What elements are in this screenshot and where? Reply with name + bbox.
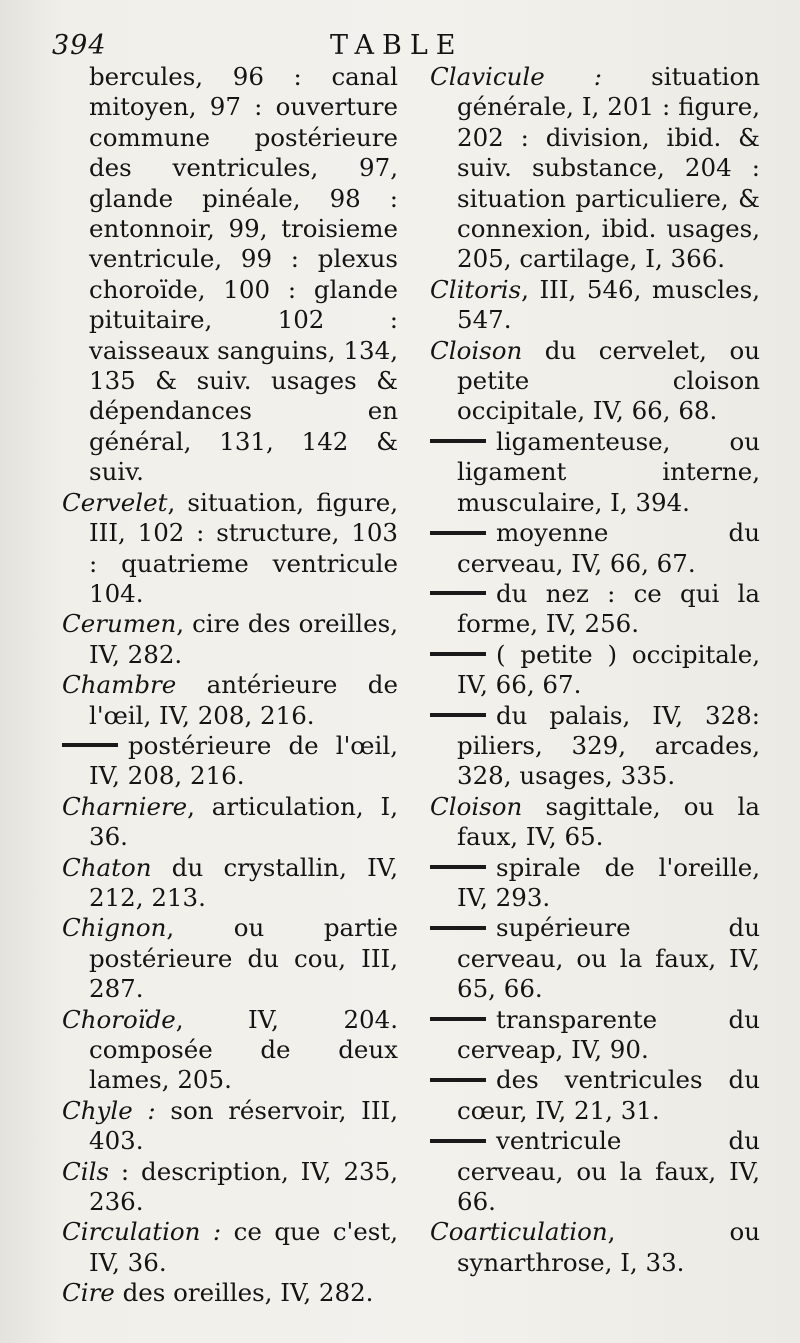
- index-entry: [62, 62, 398, 488]
- index-entry: [430, 275, 760, 336]
- index-references: situation générale, I, 201 : figure, 202 : division, ibid. & suiv. substance, 204 : situation particuliere, & connexion, ibid. usages, 205, cartilage, I, 366.: [457, 62, 761, 274]
- ditto-dash: [430, 865, 486, 869]
- index-entry: [430, 701, 760, 792]
- index-references: sagittale, ou la faux, IV, 65.: [457, 791, 760, 852]
- index-entry: [62, 670, 398, 731]
- index-references: son réservoir, III, 403.: [89, 1095, 398, 1156]
- index-headword: Chyle :: [62, 1095, 156, 1125]
- index-entry: [430, 62, 760, 275]
- index-entry: [62, 853, 398, 914]
- index-entry: [62, 1278, 398, 1308]
- index-references: spirale de l'oreille, IV, 293.: [457, 852, 760, 912]
- index-references: du nez : ce qui la forme, IV, 256.: [457, 578, 760, 639]
- index-entry: [430, 1217, 760, 1278]
- index-references: des ventricules du cœur, IV, 21, 31.: [457, 1065, 760, 1125]
- index-entry: [62, 1217, 398, 1278]
- index-entry: [430, 640, 760, 701]
- index-references: , situation, figure, III, 102 : structure, 103 : quatrieme ventricule 104.: [89, 487, 398, 608]
- ditto-dash: [62, 743, 118, 747]
- index-references: : description, IV, 235, 236.: [89, 1156, 398, 1217]
- index-headword: Cervelet: [62, 487, 168, 517]
- index-entry: [430, 1005, 760, 1066]
- index-headword: Chambre: [62, 670, 177, 700]
- index-headword: Cloison: [430, 335, 523, 365]
- index-entry: [62, 1096, 398, 1157]
- index-entry: [430, 913, 760, 1004]
- index-references: ligamenteuse, ou ligament interne, musculaire, I, 394.: [457, 426, 760, 517]
- index-references: transparente du cerveap, IV, 90.: [457, 1004, 760, 1064]
- index-references: , cire des oreilles, IV, 282.: [89, 609, 398, 669]
- index-entry: [430, 518, 760, 579]
- index-entry: [62, 913, 398, 1004]
- index-entry: [62, 1005, 398, 1096]
- index-references: du crystallin, IV, 212, 213.: [89, 852, 398, 912]
- index-entry: [62, 1157, 398, 1218]
- ditto-dash: [430, 652, 486, 656]
- index-entry: [430, 792, 760, 853]
- running-title: TABLE: [330, 30, 464, 61]
- index-references: , IV, 204. composée de deux lames, 205.: [89, 1004, 398, 1095]
- index-headword: Chaton: [62, 852, 152, 882]
- index-entry: [430, 336, 760, 427]
- ditto-dash: [430, 926, 486, 930]
- index-headword: Circulation :: [62, 1217, 222, 1247]
- index-references: , ou synarthrose, I, 33.: [457, 1217, 760, 1277]
- right-index-column: [430, 62, 760, 1278]
- index-entry: [62, 609, 398, 670]
- ditto-dash: [430, 439, 486, 443]
- index-references: du palais, IV, 328: piliers, 329, arcades, 328, usages, 335.: [457, 700, 760, 791]
- index-headword: Cloison: [430, 791, 523, 821]
- index-headword: Clavicule :: [430, 62, 603, 91]
- left-index-column: [62, 62, 398, 1309]
- page-header: [0, 30, 800, 66]
- index-references: des oreilles, IV, 282.: [114, 1278, 374, 1308]
- ditto-dash: [430, 1139, 486, 1143]
- index-entry: [430, 579, 760, 640]
- ditto-dash: [430, 1078, 486, 1082]
- index-references: , articulation, I, 36.: [89, 791, 398, 852]
- page-number: 394: [52, 30, 107, 61]
- index-entry: [62, 792, 398, 853]
- index-references: , III, 546, muscles, 547.: [457, 274, 760, 335]
- index-headword: Cire: [62, 1278, 115, 1308]
- index-headword: Charniere: [62, 791, 188, 821]
- index-headword: Cils: [62, 1156, 109, 1186]
- index-references: , ou partie postérieure du cou, III, 287.: [89, 913, 398, 1004]
- index-entry: [430, 1126, 760, 1217]
- index-references: moyenne du cerveau, IV, 66, 67.: [457, 518, 760, 578]
- ditto-dash: [430, 531, 486, 535]
- index-references: ventricule du cerveau, ou la faux, IV, 66.: [457, 1126, 760, 1217]
- index-entry: [62, 488, 398, 610]
- index-entry: [62, 731, 398, 792]
- index-references: ( petite ) occipitale, IV, 66, 67.: [457, 639, 760, 700]
- index-headword: Clitoris: [430, 274, 522, 304]
- index-references: ce que c'est, IV, 36.: [89, 1217, 398, 1277]
- ditto-dash: [430, 591, 486, 595]
- ditto-dash: [430, 713, 486, 717]
- ditto-dash: [430, 1017, 486, 1021]
- index-entry: [430, 427, 760, 518]
- index-references: postérieure de l'œil, IV, 208, 216.: [89, 730, 398, 791]
- index-headword: Coarticulation: [430, 1217, 608, 1247]
- index-references: antérieure de l'œil, IV, 208, 216.: [89, 670, 398, 730]
- index-headword: Cerumen: [62, 609, 177, 639]
- index-entry: [430, 853, 760, 914]
- index-headword: Chignon: [62, 913, 167, 943]
- index-entry: [430, 1065, 760, 1126]
- index-headword: Choroïde: [62, 1004, 176, 1034]
- index-references: bercules, 96 : canal mitoyen, 97 : ouverture commune postérieure des ventricules, 97, glande pinéale, 98 : entonnoir, 99, troisieme ventricule, 99 : plexus choroïde, 100 : glande pituitaire, 102 : vaisseaux sanguins, 134, 135 & suiv. usages & dépendances en général, 131, 142 & suiv.: [89, 62, 398, 487]
- index-references: du cervelet, ou petite cloison occipitale, IV, 66, 68.: [457, 335, 760, 426]
- index-references: supérieure du cerveau, ou la faux, IV, 65, 66.: [457, 913, 760, 1004]
